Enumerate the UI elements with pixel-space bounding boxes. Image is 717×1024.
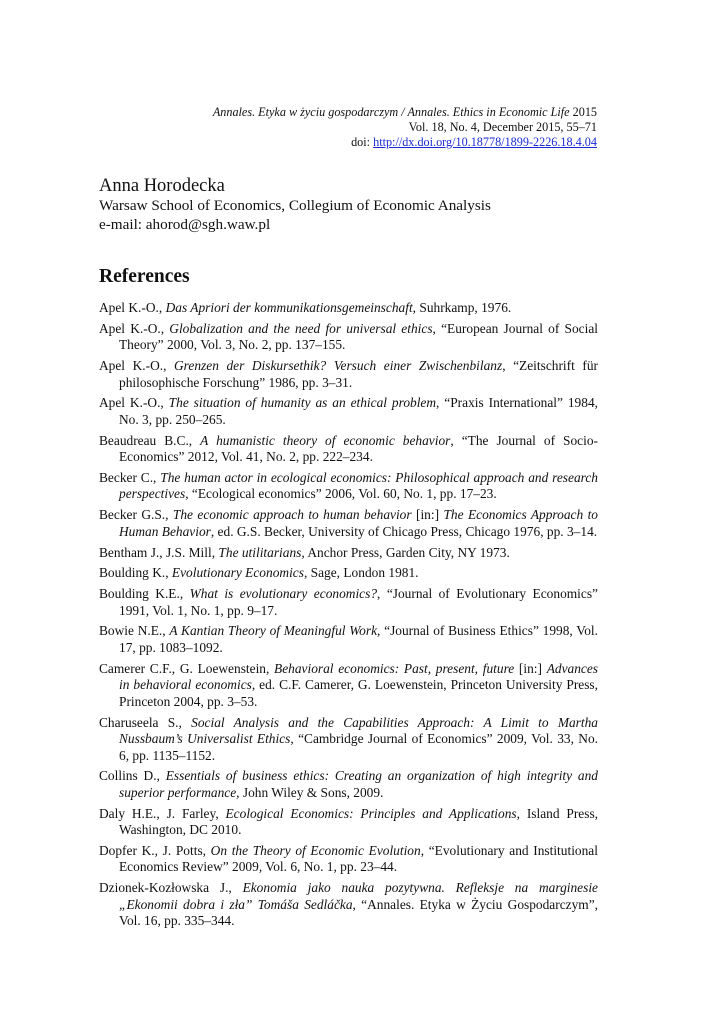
reference-item	[99, 470, 598, 503]
references-heading: References	[99, 266, 190, 287]
reference-item	[99, 843, 598, 876]
reference-item	[99, 586, 598, 619]
reference-text: Boulding K.E.,	[99, 586, 190, 602]
author-email: e-mail: ahorod@sgh.waw.pl	[99, 215, 271, 233]
journal-title: Annales. Etyka w życiu gospodarczym / Annales. Ethics in Economic Life	[212, 105, 570, 119]
reference-title: What is evolutionary economics?	[189, 586, 378, 602]
reference-text: , “Evolutionary and Institutional Economics Review” 2009, Vol. 6, No. 1, pp. 23–44.	[119, 842, 598, 875]
reference-title: The Economics Approach to Human Behavior	[119, 507, 598, 539]
reference-text: Becker G.S.,	[99, 507, 173, 523]
reference-text: , “Praxis International” 1984, No. 3, pp. 250–265.	[119, 395, 598, 427]
reference-text: , “Zeitschrift für philosophische Forschung” 1986, pp. 3–31.	[119, 358, 598, 390]
reference-title: Ekonomia jako nauka pozytywna. Refleksje na marginesie „Ekonomii dobra i zła” Tomáša Sedláčka	[119, 880, 598, 912]
reference-text: Apel K.-O.,	[99, 320, 170, 336]
author-name: Anna Horodecka	[99, 176, 225, 196]
reference-list	[99, 300, 598, 934]
reference-item	[99, 768, 598, 801]
reference-text: Dzionek-Kozłowska J.,	[99, 880, 243, 896]
reference-title: On the Theory of Economic Evolution	[210, 842, 421, 858]
author-affiliation: Warsaw School of Economics, Collegium of Economic Analysis	[99, 197, 491, 214]
reference-title: Essentials of business ethics: Creating an organization of high integrity and superior performance	[119, 768, 598, 800]
reference-item	[99, 545, 598, 562]
reference-text: , Island Press, Washington, DC 2010.	[119, 805, 598, 838]
reference-text: , “Journal of Business Ethics” 1998, Vol. 17, pp. 1083–1092.	[119, 623, 598, 655]
reference-title: A Kantian Theory of Meaningful Work	[169, 623, 378, 639]
reference-text: Daly H.E., J. Farley,	[99, 805, 226, 821]
reference-item	[99, 715, 598, 765]
doi-link[interactable]: http://dx.doi.org/10.18778/1899-2226.18.4.04	[373, 135, 597, 149]
reference-title: Ecological Economics: Principles and Applications	[225, 805, 517, 821]
reference-item	[99, 358, 598, 391]
reference-title: A humanistic theory of economic behavior	[200, 432, 451, 448]
reference-title: Das Apriori der kommunikationsgemeinschaft	[165, 300, 413, 315]
reference-title: Social Analysis and the Capabilities Approach: A Limit to Martha Nussbaum’s Universalist Ethics	[119, 714, 598, 747]
reference-text: Apel K.-O.,	[99, 358, 175, 374]
reference-text: , “Cambridge Journal of Economics” 2009, Vol. 33, No. 6, pp. 1135–1152.	[119, 731, 598, 763]
reference-text: Beaudreau B.C.,	[99, 432, 201, 448]
reference-text: , Sage, London 1981.	[303, 565, 419, 581]
reference-title: The human actor in ecological economics: Philosophical approach and research perspectives	[119, 469, 598, 502]
reference-item	[99, 507, 598, 540]
reference-item	[99, 565, 598, 582]
reference-item	[99, 623, 598, 656]
reference-item	[99, 300, 598, 317]
reference-text: Becker C.,	[99, 469, 161, 485]
journal-volume: Vol. 18, No. 4, December 2015, 55–71	[408, 120, 597, 134]
reference-title: The situation of humanity as an ethical problem	[168, 395, 437, 411]
doi-label: doi:	[351, 135, 374, 149]
reference-text: [in:]	[411, 507, 444, 523]
reference-title: Behavioral economics: Past, present, future	[274, 660, 515, 676]
reference-text: , “European Journal of Social Theory” 2000, Vol. 3, No. 2, pp. 137–155.	[119, 320, 598, 353]
author-block	[99, 175, 491, 234]
journal-title-line	[213, 105, 597, 120]
reference-text: Apel K.-O.,	[99, 300, 166, 315]
reference-item	[99, 880, 598, 930]
reference-text: , ed. C.F. Camerer, G. Loewenstein, Princeton University Press, Princeton 2004, pp. 3–53.	[119, 677, 598, 709]
reference-text: , “The Journal of Socio-Economics” 2012, Vol. 41, No. 2, pp. 222–234.	[119, 432, 598, 465]
reference-item	[99, 661, 598, 711]
reference-text: , “Ecological economics” 2006, Vol. 60, No. 1, pp. 17–23.	[185, 486, 497, 502]
reference-text: , ed. G.S. Becker, University of Chicago Press, Chicago 1976, pp. 3–14.	[210, 523, 598, 539]
reference-text: Boulding K.,	[99, 565, 172, 581]
reference-title: The economic approach to human behavior	[172, 507, 412, 523]
reference-text: , “Journal of Evolutionary Economics” 1991, Vol. 1, No. 1, pp. 9–17.	[119, 586, 598, 618]
doi-line	[213, 135, 597, 150]
reference-title: Globalization and the need for universal ethics	[169, 320, 433, 336]
reference-title: Evolutionary Economics	[171, 565, 304, 581]
journal-header	[213, 105, 597, 150]
reference-text: Camerer C.F., G. Loewenstein,	[99, 660, 275, 676]
reference-text: , “Annales. Etyka w Życiu Gospodarczym”, Vol. 16, pp. 335–344.	[119, 896, 598, 929]
reference-text: Collins D.,	[99, 768, 166, 784]
reference-text: Apel K.-O.,	[99, 395, 169, 411]
reference-item	[99, 433, 598, 466]
reference-item	[99, 321, 598, 354]
reference-item	[99, 395, 598, 428]
reference-text: Charuseela S.,	[99, 714, 192, 730]
reference-text: [in:]	[514, 660, 547, 676]
reference-item	[99, 806, 598, 839]
reference-text: , Suhrkamp, 1976.	[412, 300, 512, 315]
reference-text: Bowie N.E.,	[99, 623, 170, 639]
reference-text: , Anchor Press, Garden City, NY 1973.	[301, 544, 510, 560]
journal-year: 2015	[572, 105, 597, 119]
reference-title: Advances in behavioral economics	[119, 660, 599, 693]
reference-title: The utilitarians	[218, 544, 302, 560]
reference-text: Dopfer K., J. Potts,	[99, 842, 211, 858]
reference-title: Grenzen der Diskursethik? Versuch einer Zwischenbilanz	[174, 358, 503, 374]
reference-text: Bentham J., J.S. Mill,	[99, 544, 219, 560]
reference-text: , John Wiley & Sons, 2009.	[236, 784, 384, 800]
